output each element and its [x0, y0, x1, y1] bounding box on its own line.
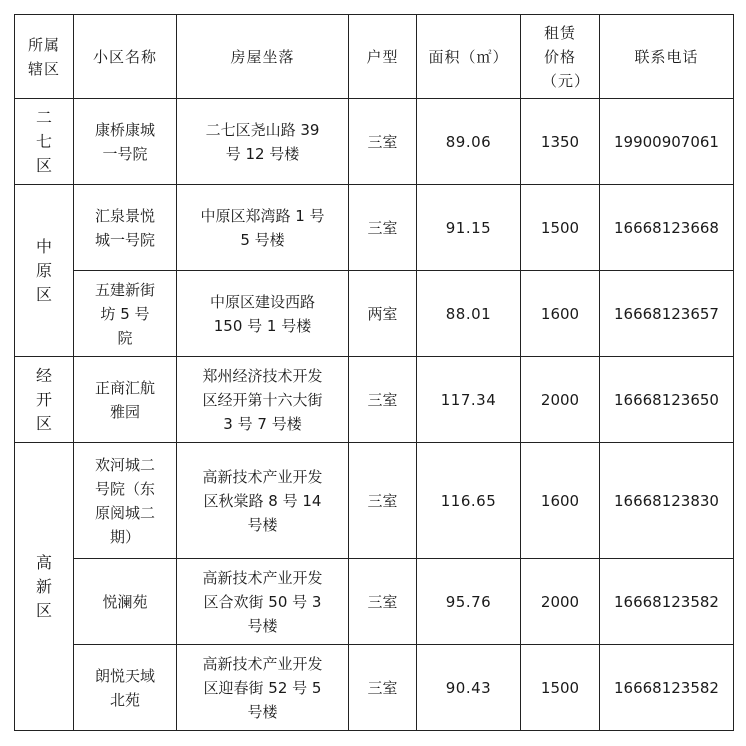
area-cell	[417, 559, 521, 645]
layout-cell-text: 两室	[367, 304, 398, 323]
address-cell-text: 中原区郑湾路 1 号 5 号楼	[200, 206, 325, 249]
rent-cell	[521, 271, 600, 357]
rent-cell-text: 2000	[540, 592, 580, 611]
address-cell	[177, 357, 349, 443]
phone-cell	[600, 357, 734, 443]
address-cell	[177, 99, 349, 185]
header-phone: 联系电话	[600, 15, 734, 99]
layout-cell-text: 三室	[367, 592, 398, 611]
address-cell-text: 中原区建设西路 150 号 1 号楼	[209, 292, 315, 335]
district-cell	[15, 357, 74, 443]
address-cell-text: 郑州经济技术开发区经开第十六大街 3 号 7 号楼	[202, 366, 323, 433]
phone-cell-text: 16668123582	[614, 678, 719, 697]
district-cell-text: 高新区	[35, 552, 52, 620]
area-cell-text: 91.15	[445, 218, 492, 237]
phone-cell	[600, 443, 734, 559]
table-row	[15, 185, 734, 271]
header-row	[15, 15, 734, 99]
area-cell-text: 116.65	[440, 491, 497, 510]
phone-cell	[600, 99, 734, 185]
phone-cell	[600, 559, 734, 645]
address-cell-text: 高新技术产业开发区迎春街 52 号 5 号楼	[202, 654, 323, 721]
community-cell	[74, 185, 177, 271]
layout-cell	[349, 99, 417, 185]
phone-cell-text: 19900907061	[614, 132, 719, 151]
table-row	[15, 271, 734, 357]
community-cell	[74, 443, 177, 559]
phone-cell-text: 16668123668	[614, 218, 719, 237]
header-area: 面积（㎡）	[417, 15, 521, 99]
area-cell-text: 89.06	[445, 132, 492, 151]
phone-cell	[600, 645, 734, 731]
community-cell-text: 朗悦天域北苑	[95, 666, 156, 709]
community-cell	[74, 99, 177, 185]
layout-cell	[349, 443, 417, 559]
area-cell	[417, 443, 521, 559]
address-cell	[177, 185, 349, 271]
community-cell	[74, 645, 177, 731]
community-cell-text: 汇泉景悦城一号院	[95, 206, 156, 249]
area-cell-text: 95.76	[445, 592, 492, 611]
table-row	[15, 99, 734, 185]
header-layout: 户型	[349, 15, 417, 99]
table-row	[15, 443, 734, 559]
rent-cell	[521, 559, 600, 645]
community-cell	[74, 357, 177, 443]
rent-cell-text: 2000	[540, 390, 580, 409]
community-cell-text: 悦澜苑	[102, 592, 148, 611]
layout-cell	[349, 559, 417, 645]
header-rent: 租赁价格（元）	[521, 15, 600, 99]
area-cell	[417, 357, 521, 443]
area-cell-text: 90.43	[445, 678, 492, 697]
layout-cell-text: 三室	[367, 491, 398, 510]
rent-cell-text: 1600	[540, 304, 580, 323]
district-cell-text: 经开区	[35, 365, 52, 433]
area-cell	[417, 271, 521, 357]
community-cell	[74, 271, 177, 357]
phone-cell	[600, 185, 734, 271]
community-cell-text: 五建新街坊 5 号院	[95, 280, 156, 347]
layout-cell-text: 三室	[367, 390, 398, 409]
layout-cell	[349, 645, 417, 731]
header-address: 房屋坐落	[177, 15, 349, 99]
rent-cell	[521, 99, 600, 185]
header-district: 所属辖区	[15, 15, 74, 99]
address-cell-text: 高新技术产业开发区秋棠路 8 号 14 号楼	[202, 467, 323, 534]
phone-cell-text: 16668123582	[614, 592, 719, 611]
phone-cell-text: 16668123830	[614, 491, 719, 510]
address-cell	[177, 443, 349, 559]
table-body	[15, 99, 734, 731]
table-row	[15, 357, 734, 443]
community-cell-text: 康桥康城一号院	[95, 120, 156, 163]
address-cell	[177, 559, 349, 645]
rent-cell	[521, 645, 600, 731]
rent-cell	[521, 357, 600, 443]
header-community: 小区名称	[74, 15, 177, 99]
area-cell	[417, 645, 521, 731]
layout-cell	[349, 357, 417, 443]
rent-cell-text: 1600	[540, 491, 580, 510]
area-cell	[417, 99, 521, 185]
district-cell-text: 二七区	[35, 107, 52, 175]
community-cell	[74, 559, 177, 645]
table-row	[15, 645, 734, 731]
rent-cell-text: 1350	[540, 132, 580, 151]
address-cell-text: 高新技术产业开发区合欢街 50 号 3 号楼	[202, 568, 323, 635]
layout-cell-text: 三室	[367, 218, 398, 237]
area-cell-text: 117.34	[440, 390, 497, 409]
layout-cell-text: 三室	[367, 678, 398, 697]
layout-cell	[349, 271, 417, 357]
phone-cell-text: 16668123657	[614, 304, 719, 323]
address-cell	[177, 271, 349, 357]
address-cell	[177, 645, 349, 731]
phone-cell-text: 16668123650	[614, 390, 719, 409]
rental-listing-table	[14, 14, 734, 731]
district-cell	[15, 443, 74, 731]
area-cell	[417, 185, 521, 271]
phone-cell	[600, 271, 734, 357]
rent-cell	[521, 443, 600, 559]
rent-cell	[521, 185, 600, 271]
district-cell	[15, 99, 74, 185]
table-row	[15, 559, 734, 645]
rent-cell-text: 1500	[540, 678, 580, 697]
district-cell	[15, 185, 74, 357]
area-cell-text: 88.01	[445, 304, 492, 323]
layout-cell	[349, 185, 417, 271]
community-cell-text: 欢河城二号院（东原阅城二期）	[94, 455, 155, 546]
rent-cell-text: 1500	[540, 218, 580, 237]
layout-cell-text: 三室	[367, 132, 398, 151]
address-cell-text: 二七区尧山路 39 号 12 号楼	[205, 120, 320, 163]
community-cell-text: 正商汇航雅园	[95, 378, 156, 421]
district-cell-text: 中原区	[35, 236, 52, 304]
